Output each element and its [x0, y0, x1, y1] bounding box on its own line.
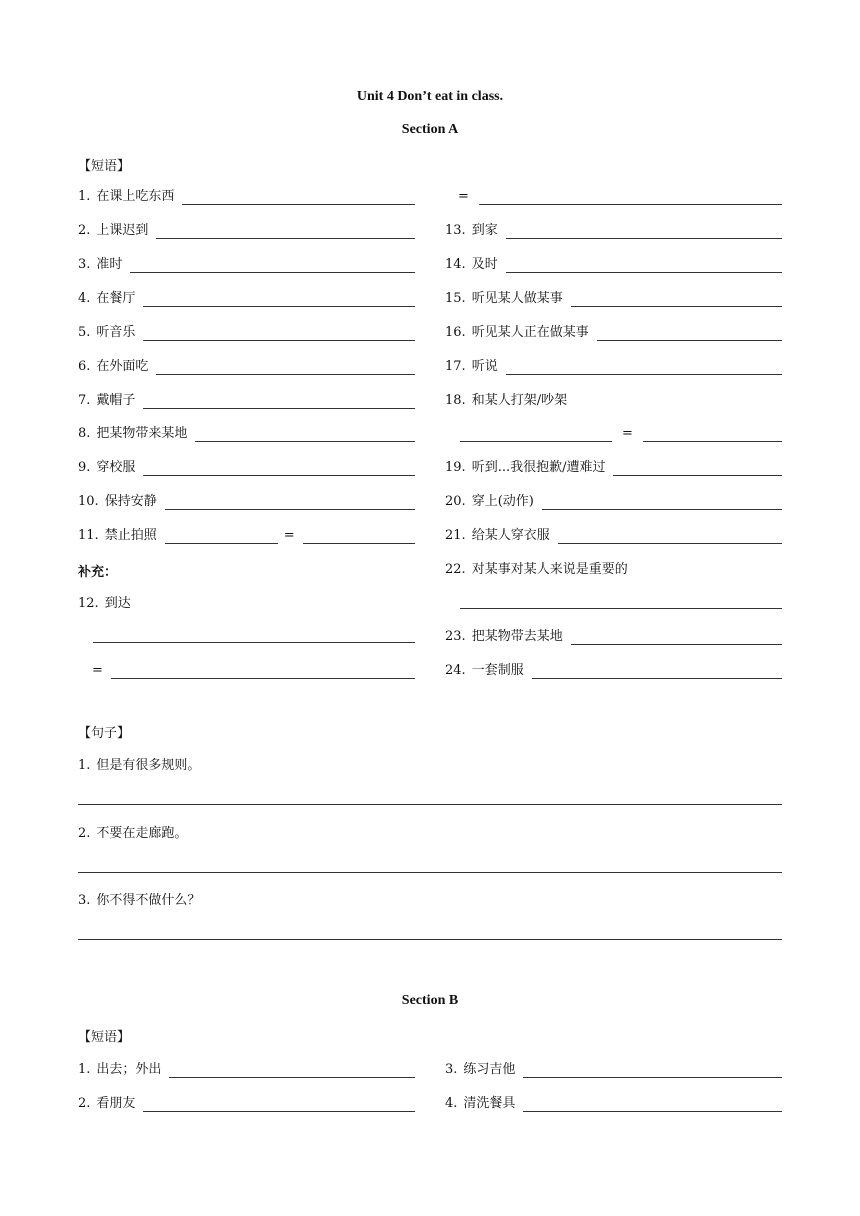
item-text: 听说 [471, 359, 498, 374]
list-item [78, 221, 415, 239]
list-item [78, 391, 415, 409]
list-item [445, 1094, 782, 1112]
phrases-heading-a: 【短语】 [78, 159, 131, 174]
section-b-title: Section B [401, 993, 459, 1008]
answer-blank[interactable] [613, 461, 782, 476]
answer-line[interactable] [78, 939, 782, 940]
list-item [445, 255, 782, 273]
answer-blank[interactable] [165, 529, 278, 544]
item-text: 对某事对某人来说是重要的 [471, 562, 628, 577]
item-number: 14. [445, 257, 466, 272]
item-number: 18. [445, 393, 466, 408]
list-item [445, 560, 782, 578]
item-text: 听见某人做某事 [471, 291, 563, 306]
answer-blank[interactable] [195, 427, 415, 442]
answer-blank[interactable] [182, 190, 415, 205]
item-number: 3. [78, 257, 91, 272]
item-text: 穿上(动作) [471, 494, 534, 509]
list-item [445, 221, 782, 239]
answer-blank[interactable] [143, 461, 415, 476]
supplement-label: 补充： [78, 565, 118, 580]
item-text: 把某物带去某地 [471, 629, 563, 644]
item-number: 7. [78, 393, 91, 408]
item-number: 1. [78, 189, 91, 204]
answer-blank[interactable] [571, 292, 782, 307]
list-item [445, 289, 782, 307]
item-number: 10. [78, 494, 99, 509]
answer-blank[interactable] [169, 1063, 415, 1078]
answer-blank[interactable] [130, 258, 415, 273]
list-item [445, 391, 782, 409]
list-item [78, 424, 415, 442]
item-number: 11. [78, 528, 99, 543]
list-item [78, 1094, 415, 1112]
list-item [78, 357, 415, 375]
answer-blank[interactable] [506, 258, 782, 273]
unit-title: Unit 4 Don’t eat in class. [356, 89, 504, 104]
item-text: 穿校服 [96, 460, 136, 475]
list-item [92, 661, 415, 679]
list-item [78, 458, 415, 476]
item-number: 1. [78, 758, 91, 773]
equals-sign: = [92, 663, 103, 678]
answer-blank[interactable] [111, 664, 415, 679]
answer-line[interactable] [78, 872, 782, 873]
item-text: 练习吉他 [463, 1062, 516, 1077]
list-item [445, 627, 782, 645]
answer-blank[interactable] [542, 495, 782, 510]
list-item [78, 289, 415, 307]
item-text: 给某人穿衣服 [471, 528, 550, 543]
item-text: 听音乐 [96, 325, 136, 340]
answer-line[interactable] [78, 804, 782, 805]
answer-blank[interactable] [460, 608, 782, 609]
list-item [78, 492, 415, 510]
answer-blank[interactable] [143, 326, 415, 341]
item-number: 19. [445, 460, 466, 475]
item-number: 15. [445, 291, 466, 306]
answer-blank[interactable] [571, 630, 782, 645]
item-text: 禁止拍照 [104, 528, 157, 543]
list-item [445, 458, 782, 476]
list-item [78, 255, 415, 273]
item-number: 1. [78, 1062, 91, 1077]
item-text: 看朋友 [96, 1096, 136, 1111]
item-number: 2. [78, 826, 91, 841]
item-text: 但是有很多规则。 [96, 758, 201, 773]
answer-blank[interactable] [506, 360, 782, 375]
item-text: 在课上吃东西 [96, 189, 175, 204]
item-number: 2. [78, 1096, 91, 1111]
list-item [458, 187, 782, 205]
sentences-heading: 【句子】 [78, 726, 131, 741]
item-number: 4. [78, 291, 91, 306]
item-text: 到达 [104, 596, 131, 611]
answer-blank[interactable] [558, 529, 782, 544]
item-number: 17. [445, 359, 466, 374]
equals-sign: = [458, 189, 469, 204]
equals-sign: = [283, 528, 295, 543]
item-number: 8. [78, 426, 91, 441]
item-text: 听到...我很抱歉/遭难过 [471, 460, 606, 475]
sentence-item [78, 756, 782, 774]
item-number: 16. [445, 325, 466, 340]
item-number: 2. [78, 223, 91, 238]
list-item [445, 526, 782, 544]
item-text: 到家 [471, 223, 498, 238]
answer-blank[interactable] [143, 1097, 415, 1112]
item-number: 9. [78, 460, 91, 475]
item-number: 22. [445, 562, 466, 577]
item-text: 不要在走廊跑。 [96, 826, 188, 841]
item-text: 及时 [471, 257, 498, 272]
item-text: 和某人打架/吵架 [471, 393, 568, 408]
list-item [78, 323, 415, 341]
answer-blank[interactable] [479, 190, 782, 205]
answer-blank[interactable] [532, 664, 782, 679]
answer-blank[interactable] [460, 427, 612, 442]
item-text: 上课迟到 [96, 223, 149, 238]
phrases-heading-b: 【短语】 [78, 1030, 131, 1045]
list-item [78, 1060, 415, 1078]
item-number: 23. [445, 629, 466, 644]
answer-blank[interactable] [93, 642, 415, 643]
answer-blank[interactable] [303, 529, 415, 544]
item-number: 20. [445, 494, 466, 509]
item-number: 24. [445, 663, 466, 678]
list-item [78, 187, 415, 205]
list-item [445, 492, 782, 510]
item-number: 3. [78, 893, 91, 908]
answer-blank[interactable] [143, 292, 415, 307]
item-text: 保持安静 [104, 494, 157, 509]
answer-blank[interactable] [506, 224, 782, 239]
list-item [78, 594, 415, 612]
list-item [445, 661, 782, 679]
item-text: 清洗餐具 [463, 1096, 516, 1111]
item-text: 你不得不做什么？ [96, 893, 201, 908]
answer-blank[interactable] [597, 326, 782, 341]
item-text: 在外面吃 [96, 359, 149, 374]
list-item [460, 424, 782, 442]
list-item [445, 1060, 782, 1078]
answer-blank[interactable] [523, 1063, 782, 1078]
item-text: 一套制服 [471, 663, 524, 678]
answer-blank[interactable] [156, 360, 415, 375]
answer-blank[interactable] [156, 224, 415, 239]
item-number: 21. [445, 528, 466, 543]
list-item [78, 526, 415, 544]
answer-blank[interactable] [143, 394, 415, 409]
list-item [445, 323, 782, 341]
item-number: 3. [445, 1062, 458, 1077]
answer-blank[interactable] [165, 495, 415, 510]
item-number: 12. [78, 596, 99, 611]
item-number: 13. [445, 223, 466, 238]
list-item [445, 357, 782, 375]
item-number: 5. [78, 325, 91, 340]
item-text: 把某物带来某地 [96, 426, 188, 441]
item-text: 戴帽子 [96, 393, 136, 408]
answer-blank[interactable] [523, 1097, 782, 1112]
section-a-title: Section A [401, 122, 459, 137]
item-number: 4. [445, 1096, 458, 1111]
item-number: 6. [78, 359, 91, 374]
item-text: 准时 [96, 257, 123, 272]
item-text: 在餐厅 [96, 291, 136, 306]
item-text: 出去；外出 [96, 1062, 162, 1077]
answer-blank[interactable] [643, 427, 782, 442]
equals-sign: = [622, 426, 633, 441]
sentence-item [78, 824, 782, 842]
sentence-item [78, 891, 782, 909]
item-text: 听见某人正在做某事 [471, 325, 589, 340]
